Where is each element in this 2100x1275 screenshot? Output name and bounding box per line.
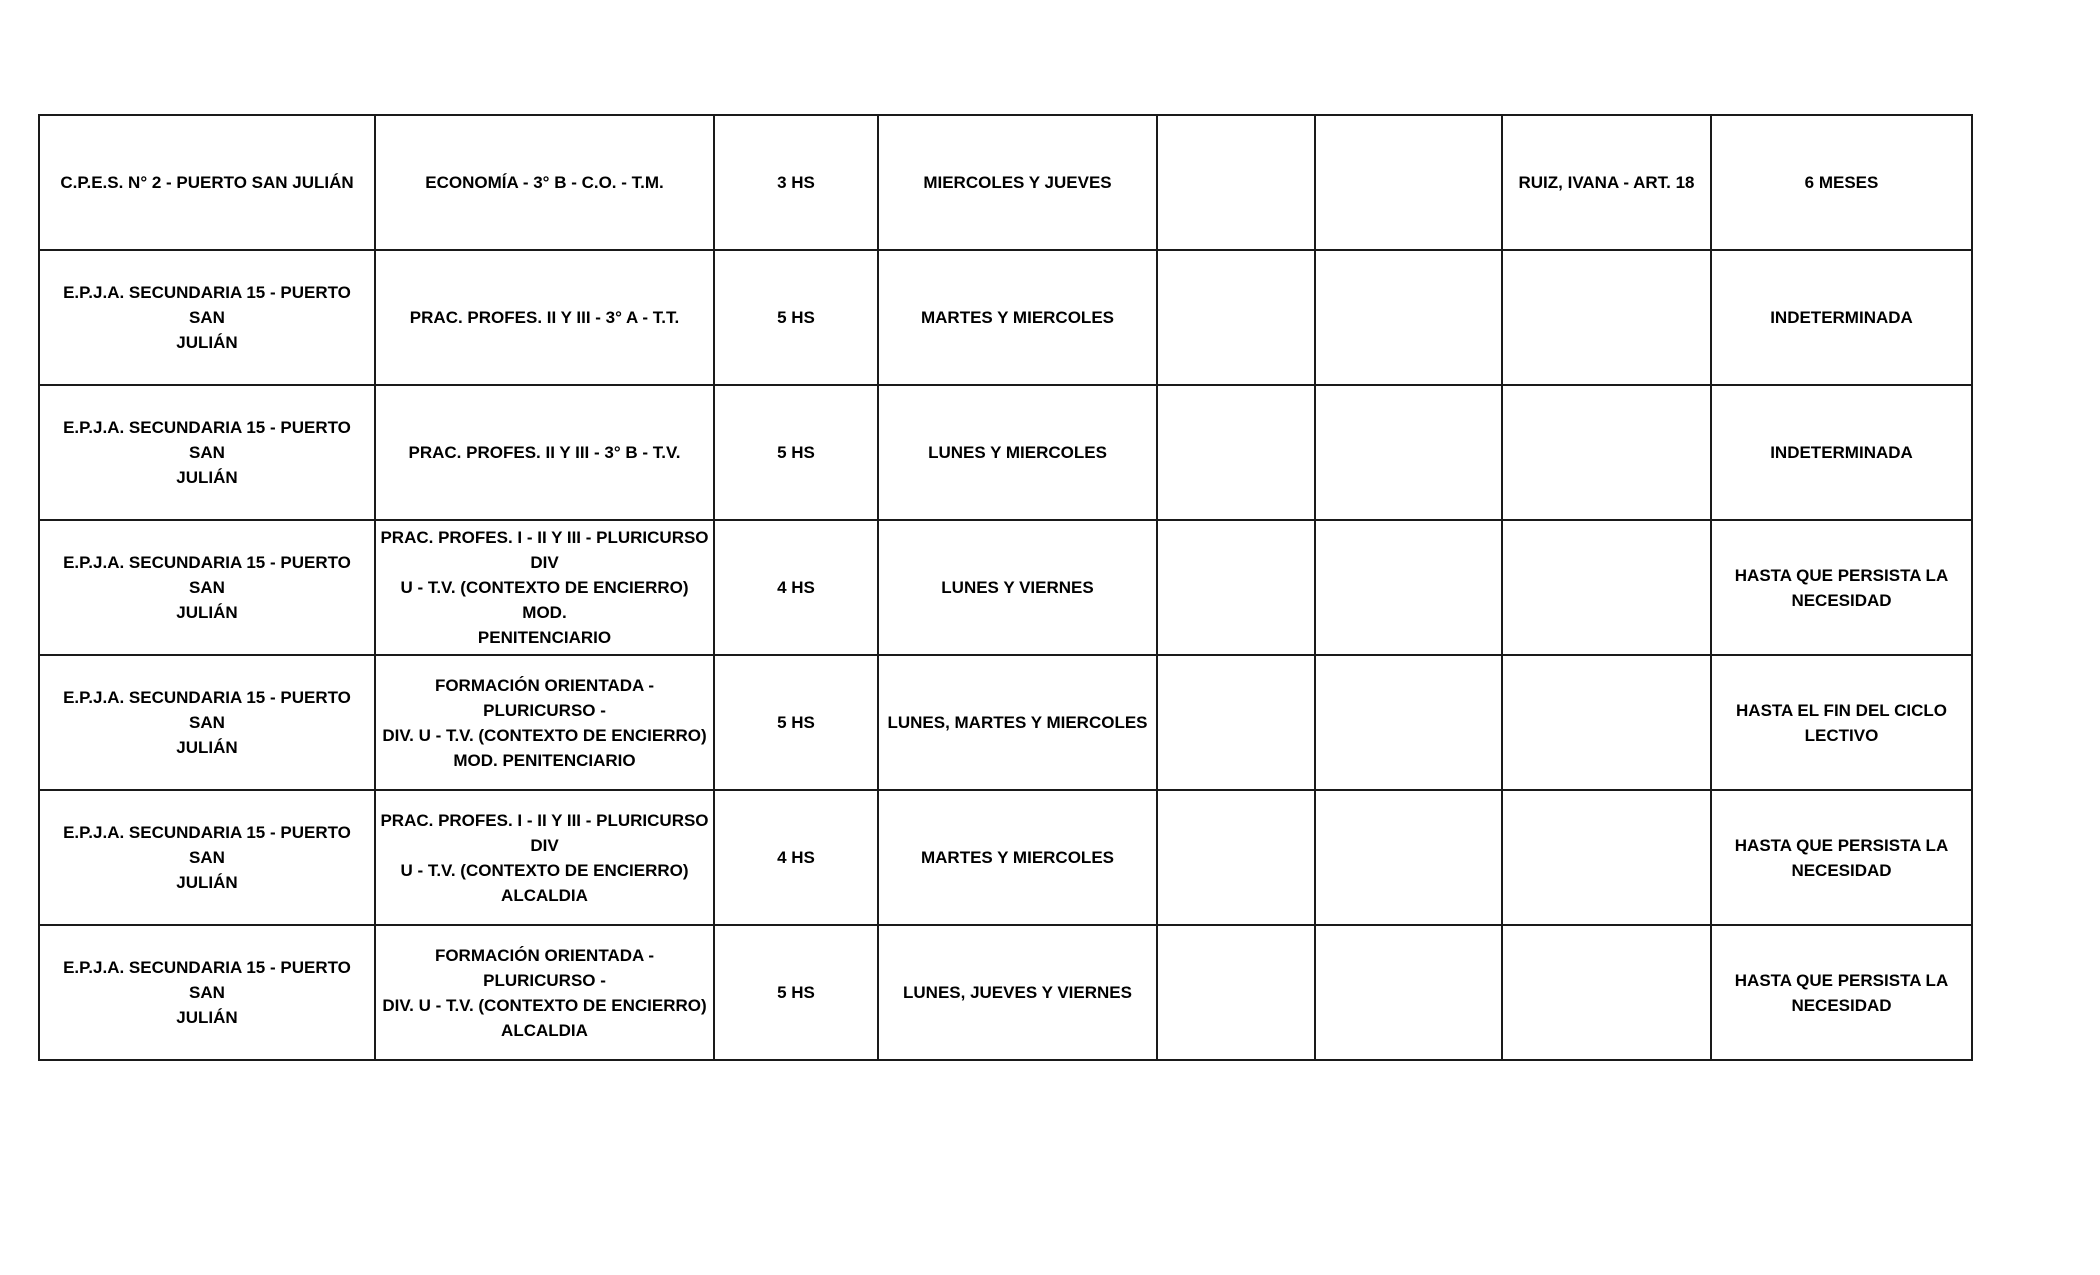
empty-cell — [1315, 115, 1502, 250]
teacher-cell: RUIZ, IVANA - ART. 18 — [1502, 115, 1711, 250]
subject-cell: ECONOMÍA - 3° B - C.O. - T.M. — [375, 115, 714, 250]
empty-cell — [1157, 115, 1315, 250]
subject-cell: PRAC. PROFES. I - II Y III - PLURICURSO DIV U - T.V. (CONTEXTO DE ENCIERRO) MOD. PENITENCIARIO — [375, 520, 714, 655]
hours-cell: 4 HS — [714, 520, 878, 655]
duration-cell: INDETERMINADA — [1711, 385, 1972, 520]
school-cell: E.P.J.A. SECUNDARIA 15 - PUERTO SAN JULIÁN — [39, 925, 375, 1060]
empty-cell — [1315, 790, 1502, 925]
empty-cell — [1315, 520, 1502, 655]
school-cell: E.P.J.A. SECUNDARIA 15 - PUERTO SAN JULIÁN — [39, 520, 375, 655]
teacher-cell — [1502, 655, 1711, 790]
school-cell: E.P.J.A. SECUNDARIA 15 - PUERTO SAN JULIÁN — [39, 790, 375, 925]
duration-cell: INDETERMINADA — [1711, 250, 1972, 385]
empty-cell — [1157, 520, 1315, 655]
hours-cell: 3 HS — [714, 115, 878, 250]
days-cell: MARTES Y MIERCOLES — [878, 790, 1157, 925]
empty-cell — [1315, 655, 1502, 790]
empty-cell — [1157, 655, 1315, 790]
teacher-cell — [1502, 250, 1711, 385]
hours-cell: 5 HS — [714, 385, 878, 520]
duration-cell: HASTA QUE PERSISTA LA NECESIDAD — [1711, 520, 1972, 655]
subject-cell: FORMACIÓN ORIENTADA - PLURICURSO - DIV. U - T.V. (CONTEXTO DE ENCIERRO) ALCALDIA — [375, 925, 714, 1060]
duration-cell: HASTA EL FIN DEL CICLO LECTIVO — [1711, 655, 1972, 790]
table-row — [39, 655, 1972, 790]
table-row — [39, 790, 1972, 925]
table-row — [39, 250, 1972, 385]
teacher-cell — [1502, 520, 1711, 655]
table-row — [39, 925, 1972, 1060]
table-row — [39, 520, 1972, 655]
school-cell: C.P.E.S. N° 2 - PUERTO SAN JULIÁN — [39, 115, 375, 250]
days-cell: LUNES, MARTES Y MIERCOLES — [878, 655, 1157, 790]
school-cell: E.P.J.A. SECUNDARIA 15 - PUERTO SAN JULIÁN — [39, 655, 375, 790]
hours-cell: 5 HS — [714, 655, 878, 790]
days-cell: LUNES Y MIERCOLES — [878, 385, 1157, 520]
empty-cell — [1157, 790, 1315, 925]
days-cell: MARTES Y MIERCOLES — [878, 250, 1157, 385]
duration-cell: 6 MESES — [1711, 115, 1972, 250]
subject-cell: PRAC. PROFES. II Y III - 3° B - T.V. — [375, 385, 714, 520]
subject-cell: PRAC. PROFES. I - II Y III - PLURICURSO DIV U - T.V. (CONTEXTO DE ENCIERRO) ALCALDIA — [375, 790, 714, 925]
teacher-cell — [1502, 790, 1711, 925]
empty-cell — [1315, 925, 1502, 1060]
empty-cell — [1315, 250, 1502, 385]
vacancy-table — [38, 114, 1973, 1061]
empty-cell — [1315, 385, 1502, 520]
days-cell: LUNES Y VIERNES — [878, 520, 1157, 655]
subject-cell: FORMACIÓN ORIENTADA - PLURICURSO - DIV. U - T.V. (CONTEXTO DE ENCIERRO) MOD. PENITENCIARIO — [375, 655, 714, 790]
table-row — [39, 115, 1972, 250]
days-cell: MIERCOLES Y JUEVES — [878, 115, 1157, 250]
hours-cell: 4 HS — [714, 790, 878, 925]
empty-cell — [1157, 385, 1315, 520]
empty-cell — [1157, 925, 1315, 1060]
duration-cell: HASTA QUE PERSISTA LA NECESIDAD — [1711, 790, 1972, 925]
hours-cell: 5 HS — [714, 925, 878, 1060]
duration-cell: HASTA QUE PERSISTA LA NECESIDAD — [1711, 925, 1972, 1060]
days-cell: LUNES, JUEVES Y VIERNES — [878, 925, 1157, 1060]
table-row — [39, 385, 1972, 520]
teacher-cell — [1502, 925, 1711, 1060]
table-body — [39, 115, 1972, 1060]
hours-cell: 5 HS — [714, 250, 878, 385]
empty-cell — [1157, 250, 1315, 385]
teacher-cell — [1502, 385, 1711, 520]
school-cell: E.P.J.A. SECUNDARIA 15 - PUERTO SAN JULIÁN — [39, 385, 375, 520]
school-cell: E.P.J.A. SECUNDARIA 15 - PUERTO SAN JULIÁN — [39, 250, 375, 385]
subject-cell: PRAC. PROFES. II Y III - 3° A - T.T. — [375, 250, 714, 385]
